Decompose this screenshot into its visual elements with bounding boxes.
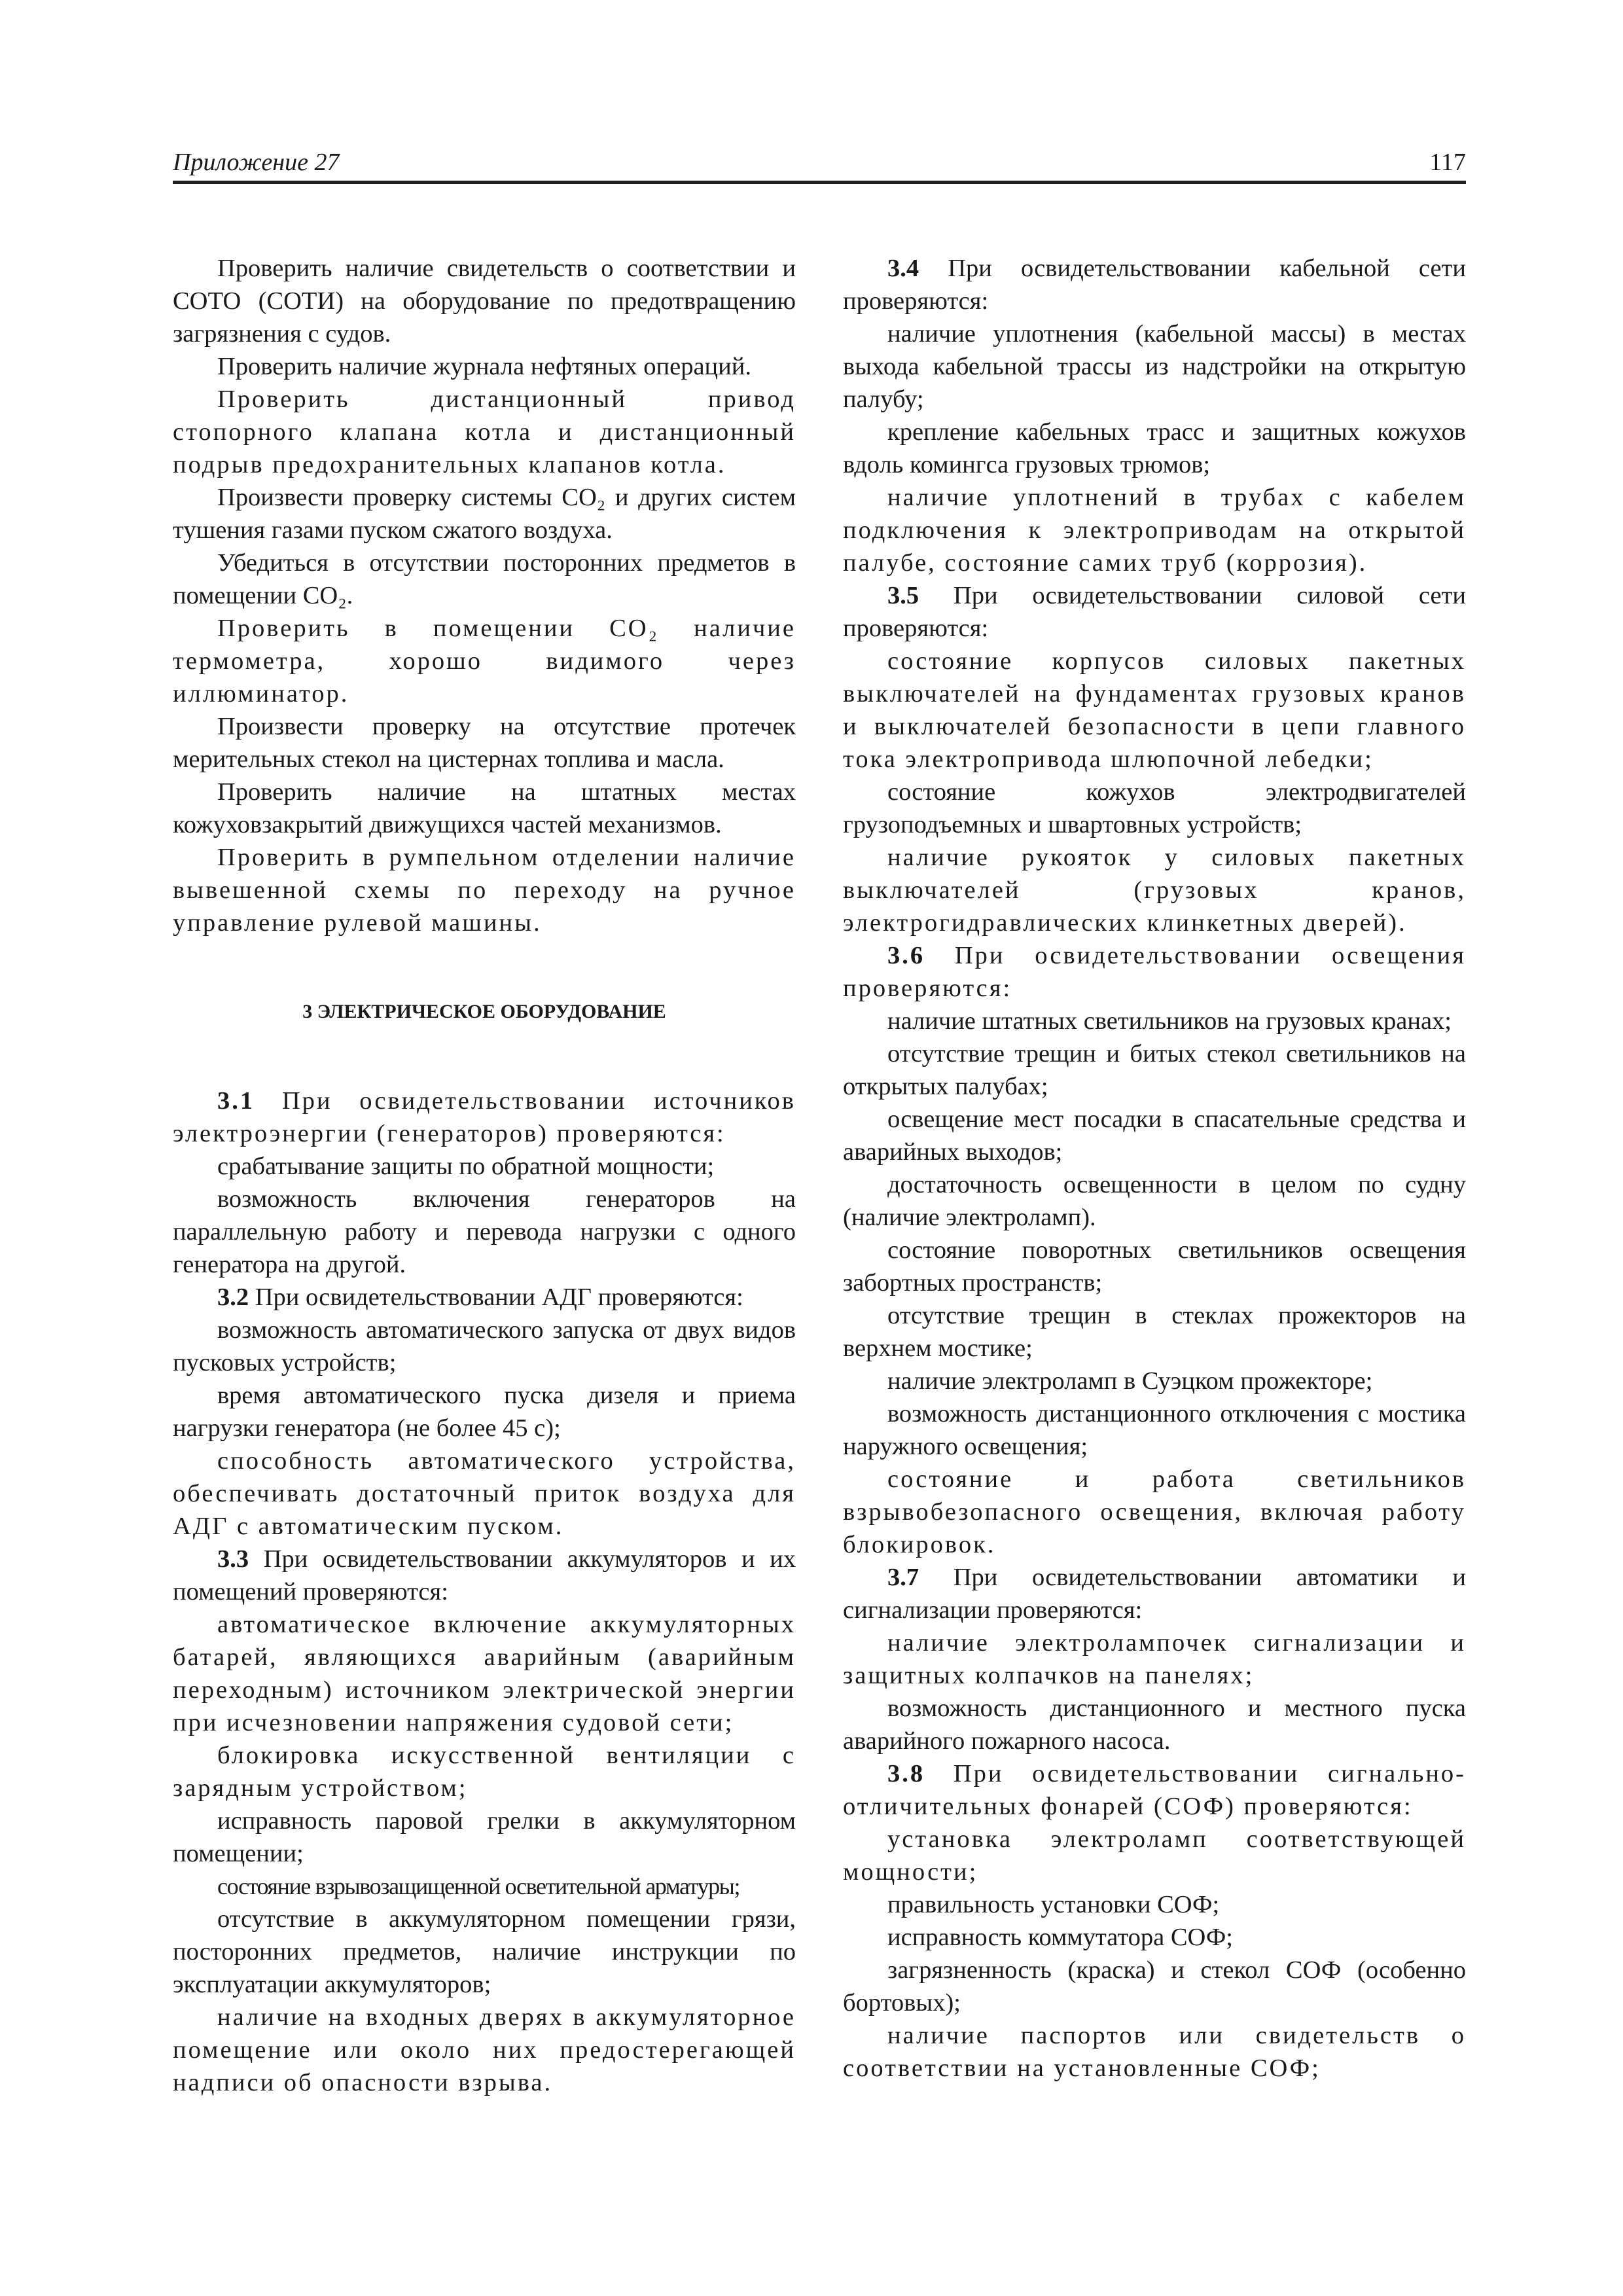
list-item: наличие рукояток у силовых пакетных выключателей (грузовых кранов, электрогидравлических клинкетных дверей).: [843, 844, 1466, 937]
clause-number: 3.7: [887, 1564, 919, 1591]
list-item: состояние взрывозащищенной осветительной арматуры;: [217, 1873, 740, 1899]
paragraph: Проверить дистанционный привод стопорного клапана котла и дистанционный подрыв предохранительных клапанов котла.: [173, 386, 796, 478]
clause-3-1: [173, 1085, 796, 1150]
list-item: наличие электролампочек сигнализации и защитных колпачков на панелях;: [843, 1629, 1466, 1689]
paragraph: Произвести проверку системы CO₂ и других систем тушения газами пуском сжатого воздуха.: [173, 484, 796, 544]
clause-number: 3.1: [217, 1087, 255, 1115]
list-item: отсутствие в аккумуляторном помещении грязи, посторонних предметов, наличие инструкции по эксплуатации аккумуляторов;: [173, 1905, 796, 1998]
list-item: крепление кабельных трасс и защитных кожухов вдоль комингса грузовых трюмов;: [843, 418, 1466, 478]
list-item: возможность включения генераторов на параллельную работу и перевода нагрузки с одного генератора на другой.: [173, 1185, 796, 1278]
list-item: наличие штатных светильников на грузовых кранах;: [887, 1007, 1452, 1035]
list-item: наличие уплотнения (кабельной массы) в местах выхода кабельной трассы из надстройки на открытую палубу;: [843, 320, 1466, 413]
list-item: состояние кожухов электродвигателей грузоподъемных и швартовных устройств;: [843, 778, 1466, 838]
clause-lead: При освидетельствовании источников электроэнергии (генераторов) проверяются:: [173, 1087, 796, 1147]
clause-3-5: [843, 579, 1466, 645]
paragraph: Проверить в румпельном отделении наличие вывешенной схемы по переходу на ручное управление рулевой машины.: [173, 844, 796, 937]
clause-lead: При освидетельствовании аккумуляторов и их помещений проверяются:: [173, 1545, 796, 1605]
clause-lead: При освидетельствовании силовой сети проверяются:: [843, 582, 1466, 642]
section-heading: 3 ЭЛЕКТРИЧЕСКОЕ ОБОРУДОВАНИЕ: [302, 1001, 666, 1022]
clause-number: 3.8: [887, 1760, 925, 1787]
list-item: наличие на входных дверях в аккумуляторное помещение или около них предостерегающей надписи об опасности взрыва.: [173, 2003, 796, 2096]
list-item: исправность паровой грелки в аккумуляторном помещении;: [173, 1807, 796, 1867]
page-header: [173, 141, 1466, 184]
clause-lead: При освидетельствовании сигнально-отличительных фонарей (СОФ) проверяются:: [843, 1760, 1466, 1820]
list-item: загрязненность (краска) и стекол СОФ (особенно бортовых);: [843, 1956, 1466, 2017]
clause-3-2: [173, 1281, 796, 1314]
list-item: наличие паспортов или свидетельств о соответствии на установленные СОФ;: [843, 2022, 1466, 2082]
list-item: исправность коммутатора СОФ;: [887, 1924, 1233, 1951]
right-column: [843, 252, 1466, 2085]
list-item: достаточность освещенности в целом по судну (наличие электроламп).: [843, 1171, 1466, 1231]
list-item: состояние корпусов силовых пакетных выключателей на фундаментах грузовых кранов и выключателей безопасности в цепи главного тока электропривода шлюпочной лебедки;: [843, 647, 1466, 773]
paragraph: Проверить наличие журнала нефтяных операций.: [217, 353, 751, 380]
list-item: срабатывание защиты по обратной мощности;: [217, 1153, 715, 1180]
paragraph: Произвести проверку на отсутствие протечек мерительных стекол на цистернах топлива и масла.: [173, 713, 796, 773]
list-item: способность автоматического устройства, обеспечивать достаточный приток воздуха для АДГ с автоматическим пуском.: [173, 1447, 796, 1540]
list-item: время автоматического пуска дизеля и приема нагрузки генератора (не более 45 с);: [173, 1382, 796, 1442]
list-item: установка электроламп соответствующей мощности;: [843, 1825, 1466, 1886]
list-item: освещение мест посадки в спасательные средства и аварийных выходов;: [843, 1105, 1466, 1166]
clause-number: 3.3: [217, 1545, 249, 1573]
clause-lead: При освидетельствовании кабельной сети проверяются:: [843, 255, 1466, 315]
list-item: наличие уплотнений в трубах с кабелем подключения к электроприводам на открытой палубе, состояние самих труб (коррозия).: [843, 484, 1466, 577]
list-item: наличие электроламп в Суэцком прожекторе;: [887, 1367, 1373, 1395]
running-title: Приложение 27: [173, 149, 340, 176]
paragraph: Убедиться в отсутствии посторонних предметов в помещении CO₂.: [173, 549, 796, 609]
clause-number: 3.2: [217, 1283, 249, 1311]
list-item: состояние поворотных светильников освещения забортных пространств;: [843, 1236, 1466, 1297]
clause-3-4: [843, 252, 1466, 317]
clause-lead: При освидетельствовании АДГ проверяются:: [249, 1283, 743, 1311]
clause-number: 3.6: [887, 942, 925, 969]
left-column: [173, 252, 796, 2099]
clause-lead: При освидетельствовании освещения проверяются:: [843, 942, 1466, 1002]
list-item: отсутствие трещин в стеклах прожекторов на верхнем мостике;: [843, 1302, 1466, 1362]
list-item: отсутствие трещин и битых стекол светильников на открытых палубах;: [843, 1040, 1466, 1100]
clause-lead: При освидетельствовании автоматики и сигнализации проверяются:: [843, 1564, 1466, 1624]
list-item: блокировка искусственной вентиляции с зарядным устройством;: [173, 1742, 796, 1802]
paragraph: Проверить в помещении CO₂ наличие термометра, хорошо видимого через иллюминатор.: [173, 615, 796, 708]
clause-3-6: [843, 939, 1466, 1005]
paragraph: Проверить наличие свидетельств о соответствии и СОТО (СОТИ) на оборудование по предотвращению загрязнения с судов.: [173, 255, 796, 348]
list-item: возможность автоматического запуска от двух видов пусковых устройств;: [173, 1316, 796, 1376]
list-item: возможность дистанционного отключения с мостика наружного освещения;: [843, 1400, 1466, 1460]
list-item: состояние и работа светильников взрывобезопасного освещения, включая работу блокировок.: [843, 1465, 1466, 1558]
clause-number: 3.4: [887, 255, 919, 282]
clause-3-8: [843, 1757, 1466, 1823]
list-item: правильность установки СОФ;: [887, 1891, 1220, 1918]
clause-3-7: [843, 1561, 1466, 1626]
list-item: возможность дистанционного и местного пуска аварийного пожарного насоса.: [843, 1695, 1466, 1755]
paragraph: Проверить наличие на штатных местах кожуховзакрытий движущихся частей механизмов.: [173, 778, 796, 838]
page-number: 117: [1429, 149, 1466, 176]
clause-number: 3.5: [887, 582, 919, 609]
clause-3-3: [173, 1543, 796, 1608]
list-item: автоматическое включение аккумуляторных батарей, являющихся аварийным (аварийным переходным) источником электрической энергии при исчезновении напряжения судовой сети;: [173, 1611, 796, 1736]
